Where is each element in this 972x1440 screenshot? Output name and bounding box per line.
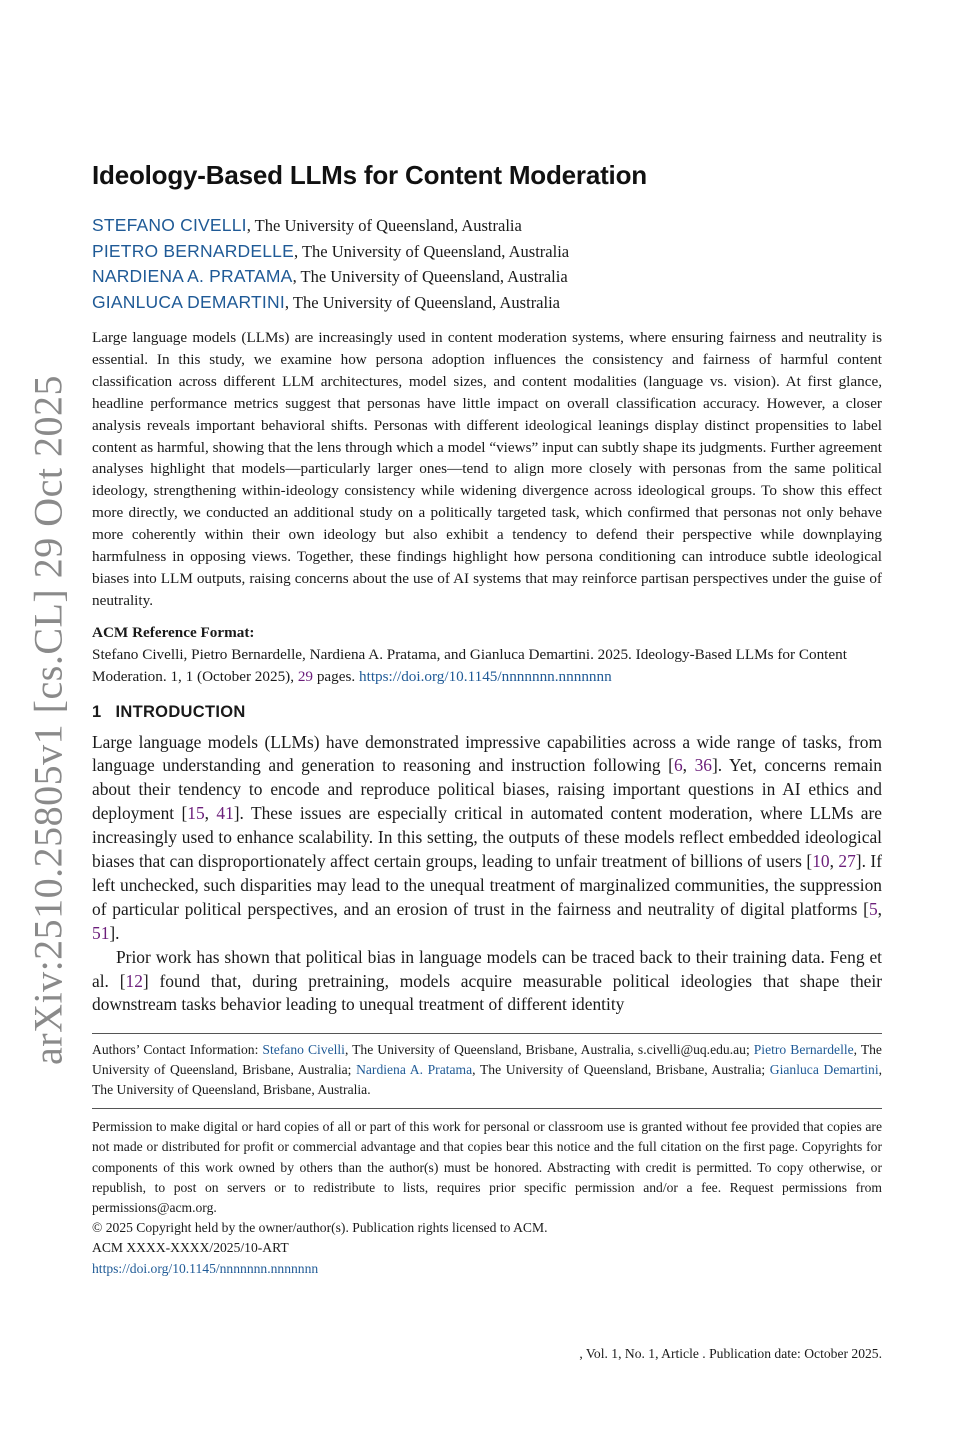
acm-reference-citation: Stefano Civelli, Pietro Bernardelle, Nardiena A. Pratama, and Gianluca Demartini. 2025. Ideology-Based LLMs for Content Moderation. 1, 1 (October 2025), xyxy=(92,645,847,685)
author-name[interactable]: PIETRO BERNARDELLE xyxy=(92,240,294,261)
footer-doi-link[interactable]: https://doi.org/10.1145/nnnnnnn.nnnnnnn xyxy=(92,1260,319,1276)
acm-reference-heading: ACM Reference Format: xyxy=(92,623,255,641)
acm-reference-suffix: pages. xyxy=(313,667,359,685)
citation-link[interactable]: 12 xyxy=(125,970,143,991)
author-list xyxy=(92,213,882,315)
citation-link[interactable]: 36 xyxy=(694,755,712,776)
copyright-notice: © 2025 Copyright held by the owner/author(s). Publication rights licensed to ACM. xyxy=(92,1220,548,1236)
footnote-divider xyxy=(92,1033,882,1034)
abstract: Large language models (LLMs) are increasingly used in content moderation systems, where ensuring fairness and neutrality is essential. In this study, we examine how persona adoption influences the consistency and fairness of harmful content classification across different LLM architectures, model sizes, and content modalities (language vs. vision). At first glance, headline performance metrics suggest that personas have little impact on overall classification accuracy. However, a closer analysis reveals important behavioral shifts. Personas with different ideological leanings display distinct propensities to label content as harmful, showing that the lens through which a model “views” input can subtly shape its judgments. Further agreement analyses highlight that models—particularly larger ones—tend to align more closely with personas from the same political ideology, strengthening within-ideology consistency while widening divergence across ideological groups. To show this effect more directly, we conducted an additional study on a politically targeted task, which confirmed that personas not only behave more coherently within their own ideology but also exhibit a tendency to defend their perspective while downplaying harmfulness in opposing views. Together, these findings highlight how persona conditioning can introduce subtle ideological biases into LLM outputs, raising concerns about the use of AI systems that may reinforce partisan perspectives under the guise of neutrality. xyxy=(92,329,882,609)
citation-link[interactable]: 6 xyxy=(673,755,683,776)
author-contact-info: Authors’ Contact Information: Stefano Civelli, The University of Queensland, Brisbane, Australia, s.civelli@uq.edu.au; Pietro Bernardelle, The University of Queensland, Brisbane, Australia; Nardiena A. Pratama, The University of Queensland, Brisbane, Australia; Gianluca Demartini, The University of Queensland, Brisbane, Australia. xyxy=(92,1041,883,1097)
author-affiliation: The University of Queensland, Australia xyxy=(292,292,561,312)
arxiv-identifier: arXiv:2510.25805v1 [cs.CL] 29 Oct 2025 xyxy=(25,374,71,1066)
author-entry: PIETRO BERNARDELLE, The University of Queensland, Australia xyxy=(92,240,570,261)
section-heading xyxy=(92,703,882,722)
author-affiliation: The University of Queensland, Australia xyxy=(301,241,570,261)
permission-notice: Permission to make digital or hard copies of all or part of this work for personal or classroom use is granted without fee provided that copies are not made or distributed for profit or commercial advantage and that copies bear this notice and the full citation on the first page. Copyrights for components of this work owned by others than the author(s) must be honored. Abstracting with credit is permitted. To copy otherwise, or republish, to post on servers or to redistribute to lists, requires prior specific permission and/or a fee. Request permissions from permissions@acm.org. xyxy=(92,1119,882,1215)
introduction-body xyxy=(92,722,882,1033)
doi-link[interactable]: https://doi.org/10.1145/nnnnnnn.nnnnnnn xyxy=(359,667,612,685)
section-title: INTRODUCTION xyxy=(115,702,246,721)
section-number: 1 xyxy=(92,702,102,721)
author-name[interactable]: GIANLUCA DEMARTINI xyxy=(92,291,285,312)
author-affiliation: The University of Queensland, Australia xyxy=(300,267,568,286)
author-name[interactable]: NARDIENA A. PRATAMA xyxy=(92,266,293,286)
citation-link[interactable]: 15 xyxy=(187,803,205,824)
permission-block xyxy=(92,1117,882,1279)
author-name[interactable]: STEFANO CIVELLI xyxy=(92,215,247,235)
author-entry: NARDIENA A. PRATAMA, The University of Queensland, Australia xyxy=(92,266,568,286)
author-entry: STEFANO CIVELLI, The University of Queensland, Australia xyxy=(92,215,522,235)
acm-reference-text xyxy=(92,644,882,688)
permission-divider xyxy=(92,1108,882,1109)
author-link[interactable]: Gianluca Demartini xyxy=(769,1061,879,1077)
acm-identifier: ACM XXXX-XXXX/2025/10-ART xyxy=(92,1240,289,1256)
acm-reference-format xyxy=(92,622,882,688)
citation-link[interactable]: 51 xyxy=(92,922,110,943)
page-count-link[interactable]: 29 xyxy=(297,667,314,685)
citation-link[interactable]: 10 xyxy=(812,851,830,872)
author-affiliation: The University of Queensland, Australia xyxy=(254,216,522,235)
citation-link[interactable]: 5 xyxy=(868,898,878,919)
citation-link[interactable]: 41 xyxy=(216,803,234,824)
paper-title: Ideology-Based LLMs for Content Moderation xyxy=(92,160,647,190)
author-link[interactable]: Stefano Civelli xyxy=(262,1041,345,1057)
publication-info: , Vol. 1, No. 1, Article . Publication date: October 2025. xyxy=(579,1346,882,1361)
author-entry: GIANLUCA DEMARTINI, The University of Queensland, Australia xyxy=(92,291,561,312)
intro-paragraph: Prior work has shown that political bias in language models can be traced back to their training data. Feng et al. [12] found that, during pretraining, models acquire measurable political ideologies that shape their downstream tasks behavior leading to unequal treatment of different identity xyxy=(92,946,882,1015)
author-link[interactable]: Nardiena A. Pratama xyxy=(356,1061,473,1077)
author-link[interactable]: Pietro Bernardelle xyxy=(753,1041,854,1057)
intro-paragraph: Large language models (LLMs) have demonstrated impressive capabilities across a wide range of tasks, from language understanding and generation to reasoning and instruction following [6, 36]. Yet, concerns remain about their tendency to encode and reproduce political biases, raising important questions in AI ethics and deployment [15, 41]. These issues are especially critical in automated content moderation, where LLMs are increasingly used to enhance scalability. In this setting, the outputs of these models reflect embedded ideological biases that can disproportionately affect certain groups, leading to unfair treatment of billions of users [10, 27]. If left unchecked, such disparities may lead to the unequal treatment of marginalized communities, the suppression of particular political perspectives, and an erosion of trust in the fairness and neutrality of digital platforms [5, 51]. xyxy=(92,731,882,943)
paper-page xyxy=(92,160,882,1279)
citation-link[interactable]: 27 xyxy=(838,851,856,872)
